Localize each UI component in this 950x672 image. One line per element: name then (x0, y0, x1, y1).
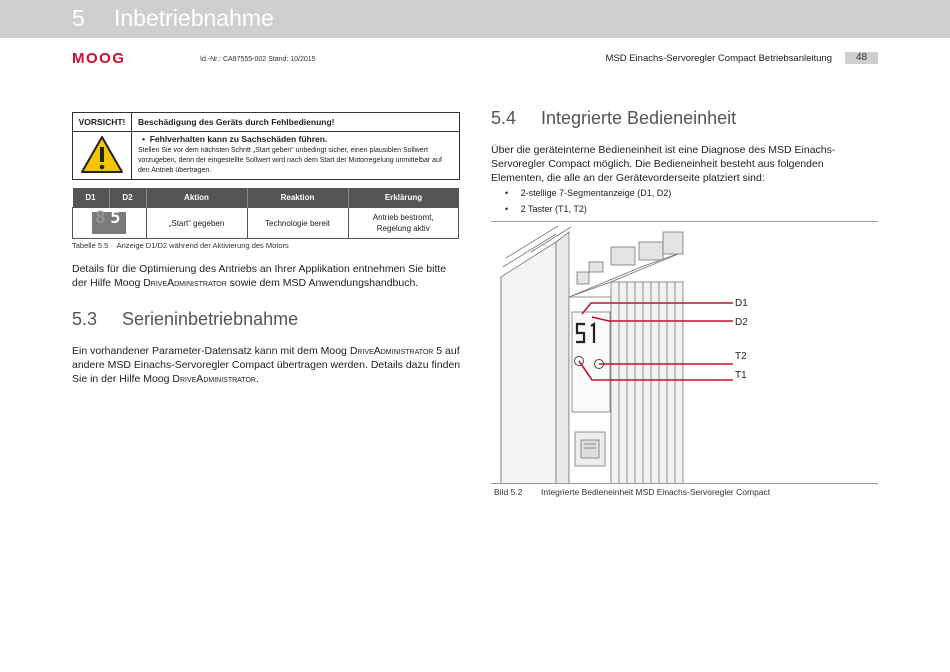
th-reaktion: Reaktion (247, 188, 348, 208)
table-caption-number: Tabelle 5.5 (72, 241, 109, 250)
th-erklaerung: Erklärung (348, 188, 459, 208)
table-row (73, 208, 459, 239)
table-caption-text: Anzeige D1/D2 während der Aktivierung des Motors (116, 241, 289, 250)
moog-logo (72, 50, 154, 71)
erklaerung-line2: Regelung aktiv (376, 224, 430, 233)
drive-administrator-name-2: DriveAdministrator (172, 373, 256, 385)
section-5-3-title: Serieninbetriebnahme (122, 309, 299, 329)
display-digit: 5 (110, 208, 121, 228)
serien-text-2: 5 auf andere MSD Einachs-Servoregler Compact übertragen werden. Details dazu finden Sie in der Hilfe Moog (72, 345, 461, 385)
serien-text-1: Ein vorhandener Parameter-Datensatz kann mit dem Moog (72, 345, 350, 357)
label-t2: T2 (735, 351, 747, 362)
drive-administrator-name: DriveAdministrator (143, 277, 227, 289)
bullet-text-2: 2 Taster (T1, T2) (520, 204, 587, 214)
bedieneinheit-intro: Über die geräteinterne Bedieneinheit ist eine Diagnose des MSD Einachs-Servoregler Compact möglich. Die Bedieneinheit besteht aus folgenden Elementen, die alle an der Gerätevorderseite platziert sind: (491, 144, 836, 184)
warning-title: Beschädigung des Geräts durch Fehlbedienung! (132, 113, 459, 132)
table-caption (72, 241, 289, 250)
label-t1: T1 (735, 370, 747, 381)
chapter-title: Inbetriebnahme (114, 5, 274, 31)
serien-paragraph (72, 344, 464, 386)
th-d2: D2 (109, 188, 146, 208)
section-5-4-number: 5.4 (491, 108, 517, 128)
display-table (72, 188, 459, 239)
cell-reaktion: Technologie bereit (247, 208, 348, 239)
seven-segment-display: 8 5 (92, 212, 126, 234)
warning-bullet: • Fehlverhalten kann zu Sachschäden führen. (142, 134, 328, 144)
table-header-row (73, 188, 459, 208)
warning-box (72, 112, 460, 180)
cell-erklaerung (348, 208, 459, 239)
warning-body-text: Stellen Sie vor dem nächsten Schritt „Start geben“ unbedingt sicher, einen plausiblen Sollwert vorzugeben, denn der eingestellte Sollwert wird nach dem Start der Motorregelung unmittelbar auf den Antrieb übertragen. (138, 147, 442, 174)
drive-administrator-name: DriveAdministrator (349, 345, 434, 357)
section-5-3-number: 5.3 (72, 309, 98, 329)
device-illustration (491, 222, 878, 484)
manual-title: MSD Einachs-Servoregler Compact Betriebsanleitung (605, 53, 832, 64)
segment-display-cell (73, 208, 147, 239)
list-item: • 2 Taster (T1, T2) (505, 204, 587, 214)
figure-caption-number: Bild 5.2 (494, 487, 523, 497)
page-number: 48 (845, 52, 878, 64)
details-paragraph (72, 262, 462, 290)
details-text-1: Details für die Optimierung des Antriebs an Ihrer Applikation entnehmen Sie bitte der Hilfe Moog (72, 263, 447, 289)
warning-icon-cell (73, 132, 132, 179)
chapter-number: 5 (72, 5, 85, 31)
label-d2: D2 (735, 317, 748, 328)
cell-aktion: „Start“ gegeben (146, 208, 247, 239)
list-item: • 2-stellige 7-Segmentanzeige (D1, D2) (505, 188, 672, 198)
logo-text: MOOG (72, 50, 126, 66)
warning-bullet-text: Fehlverhalten kann zu Sachschäden führen. (149, 134, 328, 144)
bullet-text-1: 2-stellige 7-Segmentanzeige (D1, D2) (520, 188, 672, 198)
th-d1: D1 (73, 188, 110, 208)
warning-content (138, 134, 453, 176)
label-d1: D1 (735, 298, 748, 309)
figure-bottom-rule (491, 483, 878, 484)
bullet-list (505, 188, 671, 220)
section-5-4-title: Integrierte Bedieneinheit (541, 108, 737, 128)
document-id: Id.-Nr.: CA97555-002 Stand: 10/2015 (200, 56, 316, 63)
details-text-2: sowie dem MSD Anwendungshandbuch. (226, 277, 419, 289)
warning-triangle-icon (73, 132, 131, 178)
figure-caption-text: Integrierte Bedieneinheit MSD Einachs-Servoregler Compact (541, 487, 771, 497)
erklaerung-line1: Antrieb bestromt, (372, 213, 434, 222)
warning-label: VORSICHT! (73, 113, 132, 132)
serien-text-3: . (255, 373, 259, 385)
th-aktion: Aktion (146, 188, 247, 208)
